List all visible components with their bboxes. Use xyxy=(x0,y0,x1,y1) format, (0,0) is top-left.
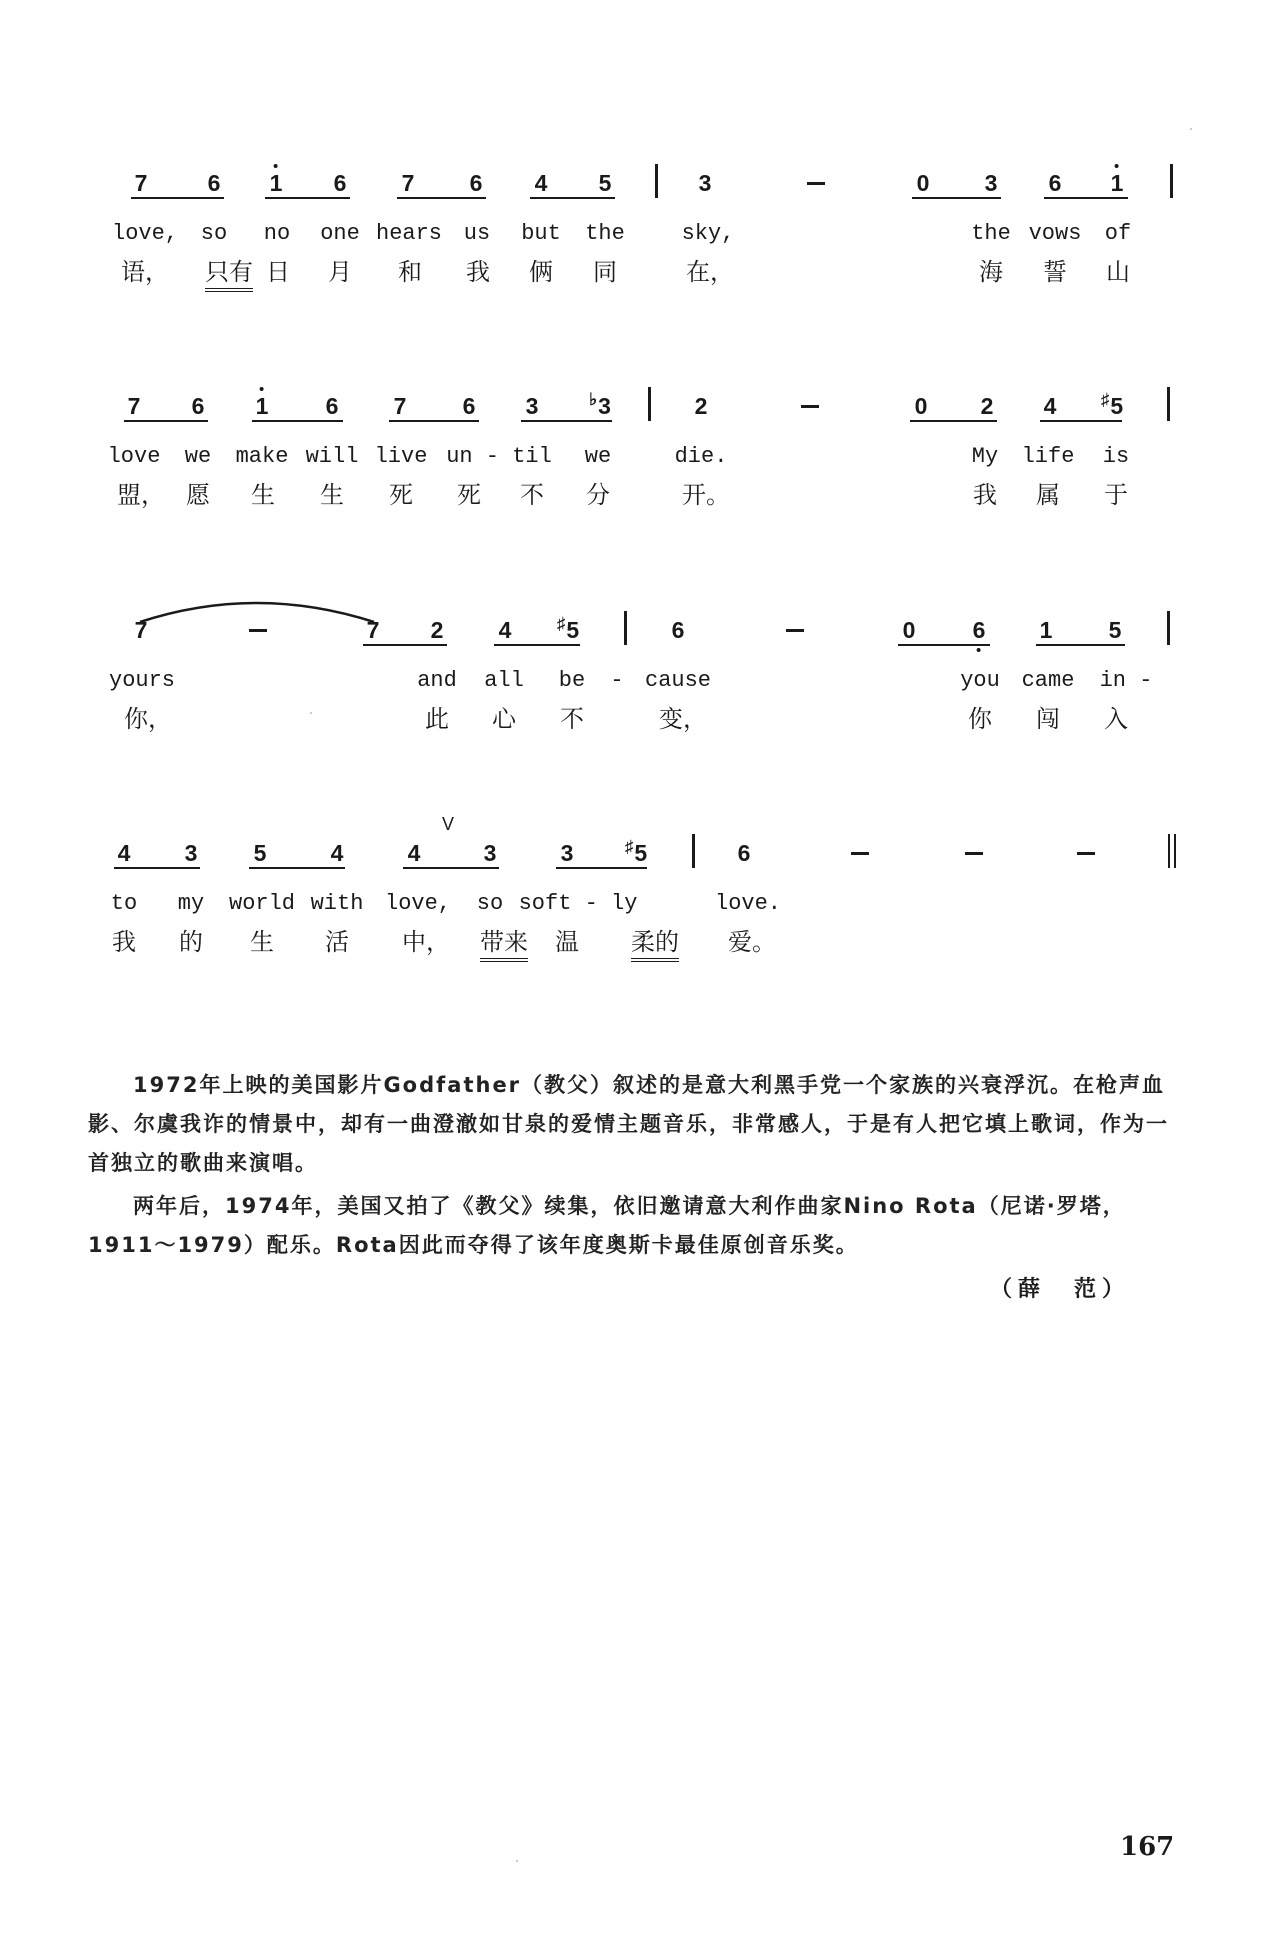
lyric-english: yours xyxy=(108,668,176,693)
note xyxy=(208,170,221,196)
lyric-chinese-text: 生 xyxy=(250,928,274,956)
lyric-chinese-text: 活 xyxy=(325,928,349,956)
scan-speck xyxy=(516,1860,518,1862)
lyric-english: my xyxy=(177,891,205,916)
lyric-english: cause xyxy=(644,668,712,693)
tie-slur xyxy=(138,600,378,626)
lyric-chinese xyxy=(250,928,274,956)
lyric-chinese xyxy=(973,481,997,509)
lyric-english: sky, xyxy=(681,221,735,246)
note-digit: 6 xyxy=(671,617,685,643)
note-digit: 6 xyxy=(469,170,483,196)
lyric-chinese xyxy=(492,705,516,733)
note-digit: 7 xyxy=(366,617,380,643)
note xyxy=(917,170,930,196)
eighth-note-underline xyxy=(910,420,997,422)
lyric-english: and xyxy=(417,668,457,693)
note-digit: 7 xyxy=(127,393,141,419)
octave-dot-above xyxy=(274,164,278,168)
lyric-chinese xyxy=(251,481,275,509)
note xyxy=(185,840,198,866)
note-digit: 6 xyxy=(973,617,986,643)
note xyxy=(624,837,648,869)
note xyxy=(526,393,539,419)
lyric-chinese xyxy=(266,258,290,286)
note-digit: 6 xyxy=(325,393,339,419)
note-digit: 7 xyxy=(393,393,407,419)
lyric-chinese xyxy=(728,928,776,956)
lyric-chinese-text: 在， xyxy=(686,258,734,286)
eighth-note-underline xyxy=(530,197,615,199)
lyric-english: with xyxy=(310,891,364,916)
note xyxy=(599,170,612,196)
lyric-chinese xyxy=(686,258,734,286)
note xyxy=(331,840,344,866)
note-digit: 1 xyxy=(1111,170,1124,196)
note xyxy=(535,170,548,196)
lyric-english: My xyxy=(971,444,999,469)
lyric-chinese xyxy=(320,481,344,509)
lyric-chinese xyxy=(402,928,450,956)
lyric-chinese xyxy=(555,928,579,956)
note xyxy=(699,170,712,196)
lyric-english: the xyxy=(585,221,625,246)
eighth-note-underline xyxy=(124,420,208,422)
lyric-chinese-text: 同 xyxy=(593,258,617,286)
lyric-chinese xyxy=(186,481,210,509)
lyric-chinese xyxy=(179,928,203,956)
lyric-chinese xyxy=(529,258,553,286)
lyric-chinese-text: 温 xyxy=(555,928,579,956)
lyric-english: be xyxy=(558,668,586,693)
note xyxy=(1044,393,1057,419)
final-double-barline xyxy=(1168,834,1170,868)
note-digit: 5 xyxy=(1110,393,1124,419)
note-digit: 6 xyxy=(462,393,476,419)
commentary-paragraph-1: 1972年上映的美国影片Godfather（教父）叙述的是意大利黑手党一个家族的兴衰浮沉。在枪声血影、尔虞我诈的情景中，却有一曲澄澈如甘泉的爱情主题音乐，非常感人，于是有人把它填上歌词，作为一首独立的歌曲来演唱。 xyxy=(88,1073,1169,1175)
lyric-chinese xyxy=(1043,258,1067,286)
lyric-chinese xyxy=(398,258,422,286)
lyric-chinese-text: 只有 xyxy=(205,258,253,292)
note xyxy=(128,393,141,419)
note-digit: 5 xyxy=(598,170,612,196)
lyric-chinese xyxy=(682,481,730,509)
octave-dot-above xyxy=(1115,164,1119,168)
note-digit: 2 xyxy=(980,393,994,419)
lyric-chinese-text: 月 xyxy=(328,258,352,286)
note-digit: 3 xyxy=(483,840,497,866)
lyric-chinese-text: 死 xyxy=(457,481,481,509)
sharp-sign: ♯ xyxy=(624,837,634,856)
note xyxy=(1109,617,1122,643)
note-digit: 5 xyxy=(1108,617,1122,643)
lyric-chinese-text: 带来 xyxy=(480,928,528,962)
lyric-english: but xyxy=(521,221,561,246)
flat-sign: ♭ xyxy=(589,390,598,409)
lyric-english: the xyxy=(971,221,1011,246)
lyric-english: we xyxy=(584,444,612,469)
lyric-chinese xyxy=(328,258,352,286)
lyric-chinese-text: 山 xyxy=(1106,258,1130,286)
lyric-english: world xyxy=(228,891,296,916)
lyric-chinese-text: 爱。 xyxy=(728,928,776,956)
note-digit: 3 xyxy=(184,840,198,866)
barline xyxy=(1167,387,1170,421)
sustain-dash xyxy=(807,182,825,185)
note-digit: 3 xyxy=(698,170,712,196)
note xyxy=(470,170,483,196)
lyric-chinese-text: 和 xyxy=(398,258,422,286)
lyric-english: all xyxy=(484,668,524,693)
eighth-note-underline xyxy=(556,867,647,869)
note xyxy=(556,614,580,646)
lyric-chinese-text: 的 xyxy=(179,928,203,956)
note xyxy=(973,617,986,643)
lyric-chinese-text: 闯 xyxy=(1036,705,1060,733)
lyric-chinese-text: 生 xyxy=(251,481,275,509)
sharp-sign: ♯ xyxy=(556,614,566,633)
lyric-chinese xyxy=(1036,705,1060,733)
eighth-note-underline xyxy=(389,420,479,422)
note-digit: 2 xyxy=(430,617,444,643)
note-digit: 4 xyxy=(330,840,344,866)
lyric-chinese xyxy=(1036,481,1060,509)
lyric-chinese-text: 你， xyxy=(124,705,172,733)
note-digit: 6 xyxy=(737,840,751,866)
eighth-note-underline xyxy=(521,420,612,422)
note xyxy=(738,840,751,866)
lyric-chinese xyxy=(593,258,617,286)
lyric-chinese-text: 心 xyxy=(492,705,516,733)
sustain-dash xyxy=(1077,852,1095,855)
lyric-chinese-text: 日 xyxy=(266,258,290,286)
eighth-note-underline xyxy=(403,867,499,869)
eighth-note-underline xyxy=(898,644,990,646)
eighth-note-underline xyxy=(912,197,1001,199)
note-digit: 3 xyxy=(598,393,611,419)
breath-mark: V xyxy=(441,814,455,834)
eighth-note-underline xyxy=(494,644,580,646)
lyric-english: in - xyxy=(1099,668,1153,693)
barline xyxy=(1167,611,1170,645)
lyric-chinese-text: 于 xyxy=(1104,481,1128,509)
sustain-dash xyxy=(851,852,869,855)
lyric-chinese-text: 我 xyxy=(112,928,136,956)
sustain-dash xyxy=(249,629,267,632)
lyric-chinese xyxy=(560,705,584,733)
lyric-chinese xyxy=(1104,481,1128,509)
note-digit: 5 xyxy=(634,840,648,866)
lyric-english: soft - ly xyxy=(518,891,638,916)
lyric-english: so xyxy=(476,891,504,916)
note-digit: 0 xyxy=(916,170,930,196)
lyric-chinese xyxy=(466,258,490,286)
lyric-chinese xyxy=(112,928,136,956)
lyric-chinese-text: 誓 xyxy=(1043,258,1067,286)
lyric-english: of xyxy=(1104,221,1132,246)
lyric-english: came xyxy=(1021,668,1075,693)
note xyxy=(672,617,685,643)
eighth-note-underline xyxy=(265,197,350,199)
final-double-barline xyxy=(1174,834,1176,868)
note xyxy=(903,617,916,643)
note-digit: 5 xyxy=(566,617,580,643)
lyric-english: un - til xyxy=(446,444,552,469)
sustain-dash xyxy=(801,405,819,408)
note-digit: 2 xyxy=(694,393,708,419)
lyric-english: one xyxy=(320,221,360,246)
note-digit: 0 xyxy=(914,393,928,419)
scan-speck xyxy=(310,712,312,714)
lyric-chinese xyxy=(124,705,172,733)
lyric-chinese-text: 此 xyxy=(425,705,449,733)
note-digit: 4 xyxy=(117,840,131,866)
eighth-note-underline xyxy=(1036,644,1125,646)
note-digit: 6 xyxy=(191,393,205,419)
lyric-chinese xyxy=(325,928,349,956)
barline xyxy=(692,834,695,868)
octave-dot-below xyxy=(977,648,981,652)
note xyxy=(499,617,512,643)
page-number: 167 xyxy=(1120,1832,1175,1862)
lyric-chinese xyxy=(1104,705,1128,733)
lyric-chinese xyxy=(117,481,165,509)
lyric-chinese-text: 愿 xyxy=(186,481,210,509)
note xyxy=(484,840,497,866)
lyric-chinese-text: 属 xyxy=(1036,481,1060,509)
lyric-chinese-text: 中， xyxy=(402,928,450,956)
lyric-english: is xyxy=(1102,444,1130,469)
note-digit: 1 xyxy=(270,170,283,196)
note-digit: 7 xyxy=(134,617,148,643)
note-digit: 5 xyxy=(253,840,267,866)
note-digit: 0 xyxy=(902,617,916,643)
lyric-chinese xyxy=(631,928,679,956)
commentary-paragraph-2: 两年后，1974年，美国又拍了《教父》续集，依旧邀请意大利作曲家Nino Rota（尼诺·罗塔，1911～1979）配乐。Rota因此而夺得了该年度奥斯卡最佳原创音乐奖。 xyxy=(88,1194,1126,1257)
lyric-chinese xyxy=(586,481,610,509)
note xyxy=(1100,390,1124,422)
lyric-english: die. xyxy=(674,444,728,469)
lyric-chinese xyxy=(659,705,707,733)
lyric-chinese-text: 不 xyxy=(560,705,584,733)
lyric-chinese xyxy=(968,705,992,733)
barline xyxy=(1170,164,1173,198)
note xyxy=(326,393,339,419)
lyric-english: life xyxy=(1021,444,1075,469)
note xyxy=(1049,170,1062,196)
lyric-english: hears xyxy=(375,221,443,246)
lyric-english: no xyxy=(263,221,291,246)
lyric-chinese-text: 盟， xyxy=(117,481,165,509)
lyric-chinese-text: 我 xyxy=(973,481,997,509)
note-digit: 4 xyxy=(407,840,421,866)
note-digit: 6 xyxy=(207,170,221,196)
lyric-chinese-text: 分 xyxy=(586,481,610,509)
note-digit: 7 xyxy=(401,170,415,196)
lyric-english: you xyxy=(960,668,1000,693)
eighth-note-underline xyxy=(249,867,345,869)
note xyxy=(270,170,283,196)
note xyxy=(254,840,267,866)
lyric-english: so xyxy=(200,221,228,246)
lyric-chinese-text: 开。 xyxy=(682,481,730,509)
note xyxy=(118,840,131,866)
note-digit: 4 xyxy=(1043,393,1057,419)
lyric-chinese-text: 俩 xyxy=(529,258,553,286)
lyric-english: love. xyxy=(714,891,782,916)
octave-dot-above xyxy=(260,387,264,391)
note xyxy=(135,170,148,196)
lyric-english: vows xyxy=(1028,221,1082,246)
lyric-chinese-text: 不 xyxy=(520,481,544,509)
note xyxy=(463,393,476,419)
lyric-chinese xyxy=(425,705,449,733)
note-digit: 7 xyxy=(134,170,148,196)
lyric-english: us xyxy=(463,221,491,246)
lyric-chinese-text: 柔的 xyxy=(631,928,679,962)
sustain-dash xyxy=(786,629,804,632)
sustain-dash xyxy=(965,852,983,855)
note xyxy=(394,393,407,419)
note xyxy=(334,170,347,196)
barline xyxy=(648,387,651,421)
scan-speck xyxy=(1190,128,1192,130)
lyric-chinese-text: 我 xyxy=(466,258,490,286)
lyric-chinese-text: 海 xyxy=(979,258,1003,286)
note xyxy=(561,840,574,866)
lyric-chinese-text: 变， xyxy=(659,705,707,733)
lyric-english: love, xyxy=(384,891,452,916)
lyric-chinese xyxy=(979,258,1003,286)
sharp-sign: ♯ xyxy=(1100,390,1110,409)
note-digit: 3 xyxy=(984,170,998,196)
note-digit: 3 xyxy=(525,393,539,419)
lyric-english: love, xyxy=(111,221,179,246)
lyric-chinese xyxy=(480,928,528,956)
note xyxy=(402,170,415,196)
note xyxy=(1111,170,1124,196)
lyric-chinese xyxy=(1106,258,1130,286)
lyric-chinese xyxy=(205,258,253,286)
lyric-chinese-text: 你 xyxy=(968,705,992,733)
barline xyxy=(624,611,627,645)
note xyxy=(589,390,611,422)
eighth-note-underline xyxy=(114,867,200,869)
lyric-chinese xyxy=(389,481,413,509)
note xyxy=(985,170,998,196)
lyric-english: to xyxy=(110,891,138,916)
note xyxy=(915,393,928,419)
note xyxy=(431,617,444,643)
note-digit: 1 xyxy=(1039,617,1053,643)
lyric-english: we xyxy=(184,444,212,469)
lyric-chinese-text: 生 xyxy=(320,481,344,509)
note xyxy=(695,393,708,419)
note xyxy=(256,393,269,419)
eighth-note-underline xyxy=(1040,420,1122,422)
eighth-note-underline xyxy=(1044,197,1128,199)
lyric-chinese xyxy=(457,481,481,509)
note xyxy=(981,393,994,419)
eighth-note-underline xyxy=(363,644,447,646)
lyric-chinese-text: 语， xyxy=(121,258,169,286)
lyric-chinese xyxy=(520,481,544,509)
note xyxy=(408,840,421,866)
lyric-english: will xyxy=(305,444,359,469)
note-digit: 4 xyxy=(534,170,548,196)
barline xyxy=(655,164,658,198)
commentary-text xyxy=(88,1066,1173,1269)
lyric-chinese-text: 入 xyxy=(1104,705,1128,733)
lyric-chinese-text: 死 xyxy=(389,481,413,509)
lyric-english: love xyxy=(107,444,161,469)
note-digit: 4 xyxy=(498,617,512,643)
eighth-note-underline xyxy=(397,197,486,199)
note-digit: 1 xyxy=(256,393,269,419)
lyric-english: live xyxy=(374,444,428,469)
note-digit: 6 xyxy=(333,170,347,196)
note-digit: 3 xyxy=(560,840,574,866)
eighth-note-underline xyxy=(131,197,224,199)
note-digit: 6 xyxy=(1048,170,1062,196)
lyric-english: make xyxy=(235,444,289,469)
note xyxy=(192,393,205,419)
eighth-note-underline xyxy=(252,420,343,422)
author-signature: （薛 范） xyxy=(990,1277,1131,1302)
lyric-english: - xyxy=(610,668,624,693)
note xyxy=(1040,617,1053,643)
lyric-chinese xyxy=(121,258,169,286)
